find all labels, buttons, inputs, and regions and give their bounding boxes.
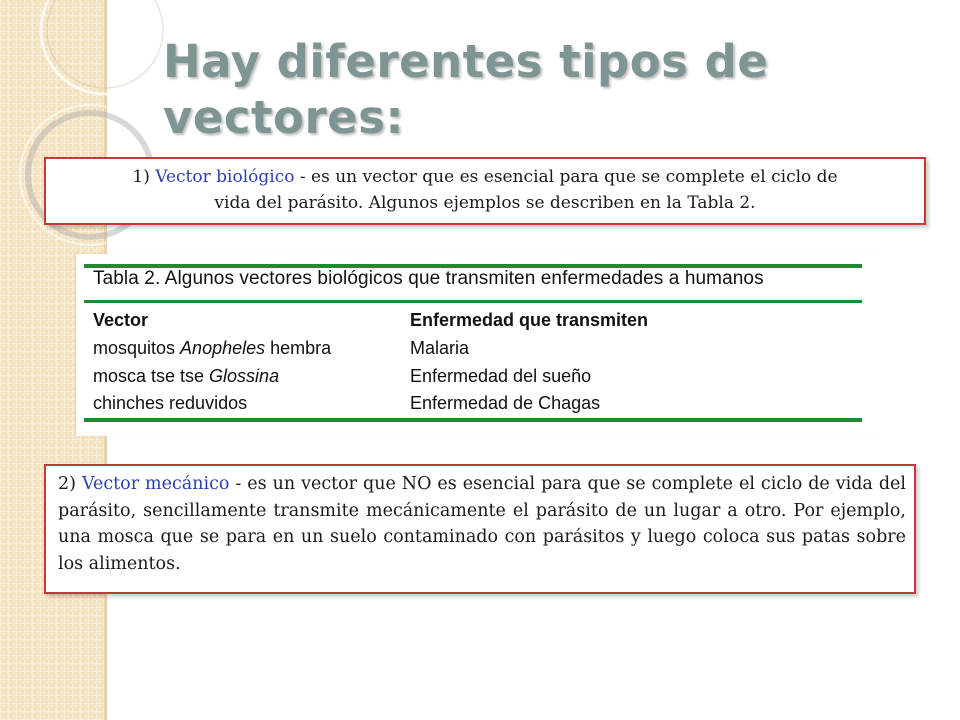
table-cell-disease: Malaria [410,338,470,358]
table-bottom-rule [84,418,862,422]
biological-vector-term: Vector biológico [155,167,295,187]
table-header-rule [84,300,862,303]
box2-number: 2) [58,474,76,494]
biological-vector-box [44,157,926,225]
mechanical-vector-term: Vector mecánico [81,474,230,494]
slide-title: Hay diferentes tipos de vectores: [163,35,769,144]
table-header-disease: Enfermedad que transmiten [410,310,649,330]
mechanical-vector-box [44,464,916,594]
box1-line1 [56,164,914,190]
table-cell-vector: chinches reduvidos [93,393,248,413]
box1-line2: vida del parásito. Algunos ejemplos se describen en la Tabla 2. [214,193,756,213]
box1-line1-text: - es un vector que es esencial para que se complete el ciclo de [299,167,838,187]
table-caption: Tabla 2. Algunos vectores biológicos que transmiten enfermedades a humanos [93,268,764,289]
table-cell-vector: mosca tse tse Glossina [93,366,280,386]
box1-number: 1) [132,167,150,187]
table-header-vector: Vector [93,310,149,330]
vectors-table-figure [76,254,878,436]
table-cell-vector: mosquitos Anopheles hembra [93,338,332,358]
table-cell-disease: Enfermedad de Chagas [410,393,601,413]
table-cell-disease: Enfermedad del sueño [410,366,592,386]
box2-text: - es un vector que NO es esencial para que se complete el ciclo de vida del parásito, sencillamente transmite mecánicamente el parásito de un lugar a otro. Por ejemplo, una mosca que se para en un suelo contaminado con parásitos y luego coloca sus patas sobre los alimentos. [58,474,906,574]
